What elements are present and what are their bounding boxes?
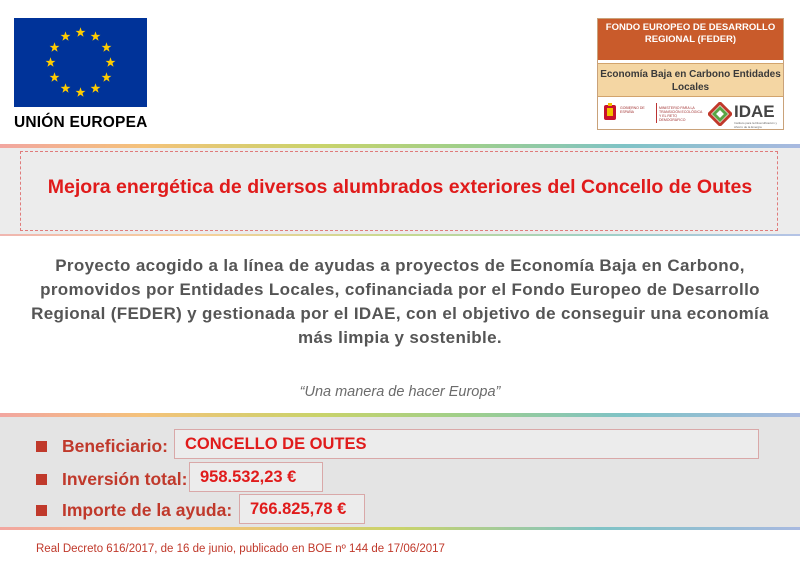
idae-subtitle: Instituto para la Diversificación y Ahorro de la Energía — [734, 121, 778, 129]
bullet-icon — [36, 505, 47, 516]
eu-label: UNIÓN EUROPEA — [14, 114, 148, 131]
eu-logo — [14, 18, 166, 132]
project-description: Proyecto acogido a la línea de ayudas a proyectos de Economía Baja en Carbono, promovidos por Entidades Locales, cofinanciada por el Fondo Europeo de Desarrollo Regional (FEDER) y gestionada por el IDAE, con el objetivo de conseguir una economía más limpia y sostenible. — [31, 256, 769, 347]
feder-title: FONDO EUROPEO DE DESARROLLO REGIONAL (FEDER) — [598, 19, 783, 60]
gov-text: GOBIERNO DE ESPAÑA — [620, 106, 645, 114]
idae-label: IDAE — [734, 102, 775, 121]
institution-logos — [598, 97, 783, 130]
program-label: Economía Baja en Carbono Entidades Locales — [598, 63, 783, 97]
bullet-icon — [36, 474, 47, 485]
project-title: Mejora energética de diversos alumbrados exteriores del Concello de Outes — [47, 176, 753, 198]
beneficiary-value: CONCELLO DE OUTES — [174, 429, 759, 459]
footer-color-band — [0, 527, 800, 530]
idae-logo-icon — [708, 102, 732, 126]
beneficiary-label: Beneficiario: — [62, 435, 168, 456]
aid-value: 766.825,78 € — [239, 494, 365, 524]
bullet-icon — [36, 441, 47, 452]
logo-divider — [656, 103, 657, 123]
spain-shield-icon — [603, 103, 617, 123]
investment-value: 958.532,23 € — [189, 462, 323, 492]
investment-label: Inversión total: — [62, 468, 188, 489]
investment-row — [36, 466, 187, 492]
ministry-text: MINISTERIO PARA LA TRANSICIÓN ECOLÓGICA Y EL RETO DEMOGRÁFICO — [659, 106, 703, 122]
motto: “Una manera de hacer Europa” — [299, 384, 501, 400]
aid-row — [36, 497, 232, 523]
aid-label: Importe de la ayuda: — [62, 499, 233, 520]
eu-flag-icon — [14, 18, 147, 107]
beneficiary-row — [36, 433, 168, 459]
legal-footer: Real Decreto 616/2017, de 16 de junio, publicado en BOE nº 144 de 17/06/2017 — [36, 543, 445, 555]
feder-panel — [597, 18, 784, 130]
title-color-band — [0, 234, 800, 236]
